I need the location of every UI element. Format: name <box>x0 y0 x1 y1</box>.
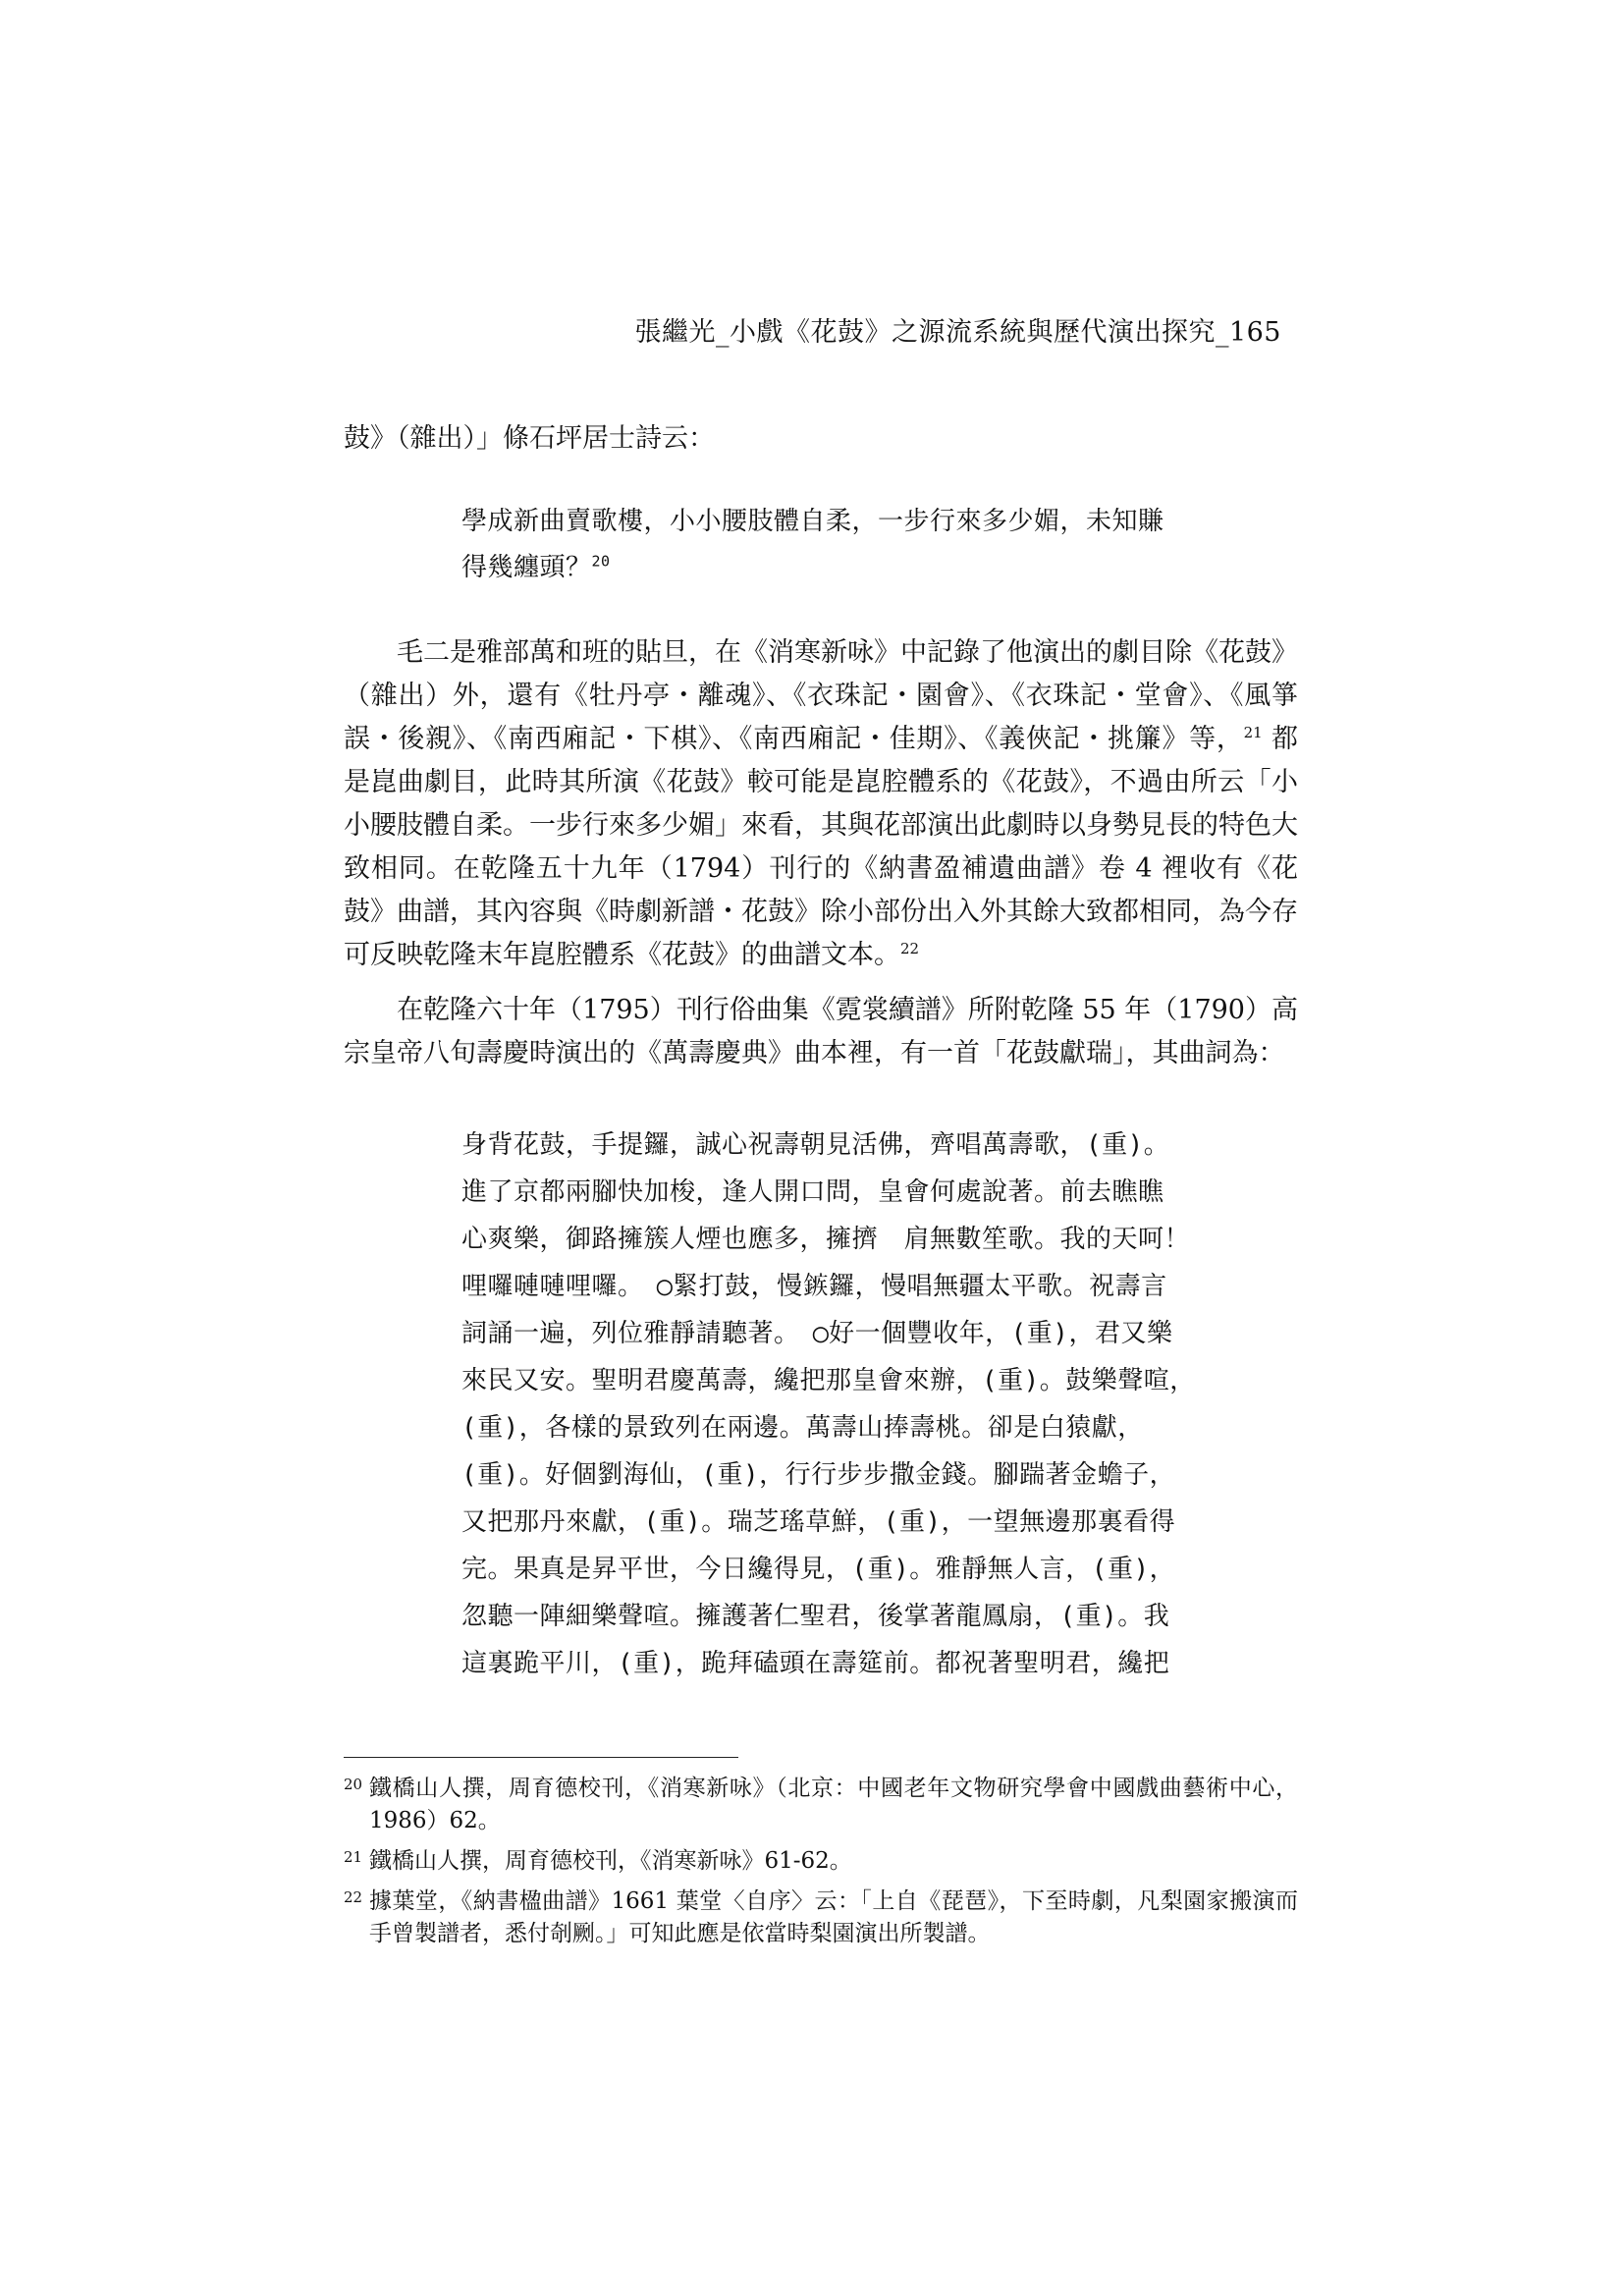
lyric-line: 哩囉嗹嗹哩囉。 ◯緊打鼓，慢𨪏鑼，慢唱無疆太平歌。祝壽言 <box>461 1272 1167 1301</box>
footnotes <box>344 1773 1298 1958</box>
footnote-ref-20[interactable]: 20 <box>591 552 611 571</box>
footnote-number: 20 <box>344 1776 363 1793</box>
footnote <box>344 1845 1298 1878</box>
lyric-line: 完。果真是昇平世，今日纔得見，(重)。雅靜無人言，(重)， <box>461 1555 1176 1584</box>
lyric-line: 心爽樂，御路擁簇人煙也應多，擁擠 肩無數笙歌。我的天呵！ <box>461 1225 1191 1254</box>
lyric-line: 身背花鼓，手提鑼，誠心祝壽朝見活佛，齊唱萬壽歌，(重)。 <box>461 1130 1170 1160</box>
paragraph-1 <box>344 631 1298 977</box>
lyric-line: 詞誦一遍，列位雅靜請聽著。 ◯好一個豐收年，(重)，君又樂 <box>461 1319 1173 1348</box>
lyric-line: 又把那丹來獻，(重)。瑞芝瑤草鮮，(重)，一望無邊那裏看得 <box>461 1507 1176 1537</box>
poem-line-2-text: 得幾纏頭？ <box>461 553 592 582</box>
lyric-line: 來民又安。聖明君慶萬壽，纔把那皇會來辦，(重)。鼓樂聲喧， <box>461 1366 1196 1395</box>
paragraph-2: 在乾隆六十年（1795）刊行俗曲集《霓裳續譜》所附乾隆 55 年（1790）高宗皇帝八旬壽慶時演出的《萬壽慶典》曲本裡，有一首「花鼓獻瑞」，其曲詞為： <box>344 995 1298 1068</box>
main-paragraphs <box>344 631 1298 1075</box>
lyric-line: (重)，各樣的景致列在兩邊。萬壽山捧壽桃。卻是白猿獻， <box>461 1413 1144 1443</box>
lyric-line: 忽聽一陣細樂聲喧。擁護著仁聖君，後掌著龍鳳扇，(重)。我 <box>461 1602 1170 1631</box>
footnote-divider <box>344 1757 738 1758</box>
footnote-text: 據葉堂，《納書楹曲譜》1661 葉堂〈自序〉云：「上自《琵琶》，下至時劇，凡梨園家搬演而手曾製譜者，悉付剞劂。」可知此應是依當時梨園演出所製譜。 <box>369 1888 1298 1946</box>
footnote-ref-22[interactable]: 22 <box>900 940 920 957</box>
footnote-number: 21 <box>344 1848 363 1866</box>
running-header: 張繼光_小戲《花鼓》之源流系統與歷代演出探究_165 <box>634 317 1281 348</box>
intro-line: 鼓》（雜出）」條石坪居士詩云： <box>344 423 715 454</box>
poem-quote <box>461 499 1227 591</box>
footnote-text: 鐵橋山人撰，周育德校刊，《消寒新咏》61-62。 <box>369 1848 852 1874</box>
poem-line-1: 學成新曲賣歌樓，小小腰肢體自柔，一步行來多少媚，未知賺 <box>461 507 1164 536</box>
footnote-number: 22 <box>344 1888 363 1906</box>
footnote-ref-21[interactable]: 21 <box>1243 724 1263 741</box>
footnote <box>344 1773 1298 1837</box>
footnote-text: 鐵橋山人撰，周育德校刊，《消寒新咏》（北京：中國老年文物研究學會中國戲曲藝術中心，1986）62。 <box>369 1776 1298 1833</box>
paragraph-1-part-a: 毛二是雅部萬和班的貼旦，在《消寒新咏》中記錄了他演出的劇目除《花鼓》（雜出）外，還有《牡丹亭・離魂》、《衣珠記・園會》、《衣珠記・堂會》、《風箏誤・後親》、《南西廂記・下棋》、《南西廂記・佳期》、《義俠記・挑簾》等， <box>344 637 1298 754</box>
lyric-line: 進了京都兩腳快加梭，逢人開口問，皇會何處說著。前去瞧瞧 <box>461 1177 1164 1207</box>
lyric-line: 這裏跪平川，(重)，跪拜磕頭在壽筵前。都祝著聖明君，纔把 <box>461 1649 1170 1678</box>
lyrics-quote <box>461 1121 1237 1687</box>
paragraph-1-part-b: 都是崑曲劇目，此時其所演《花鼓》較可能是崑腔體系的《花鼓》，不過由所云「小小腰肢體自柔。一步行來多少媚」來看，其與花部演出此劇時以身勢見長的特色大致相同。在乾隆五十九年（1794）刊行的《納書盈補遺曲譜》卷 4 裡收有《花鼓》曲譜，其內容與《時劇新譜・花鼓》除小部份出入外其餘大致都相同，為今存可反映乾隆末年崑腔體系《花鼓》的曲譜文本。 <box>344 724 1298 970</box>
footnote <box>344 1886 1298 1950</box>
poem-line-2 <box>461 545 1227 591</box>
lyric-line: (重)。好個劉海仙，(重)，行行步步撒金錢。腳踹著金蟾子， <box>461 1460 1176 1490</box>
